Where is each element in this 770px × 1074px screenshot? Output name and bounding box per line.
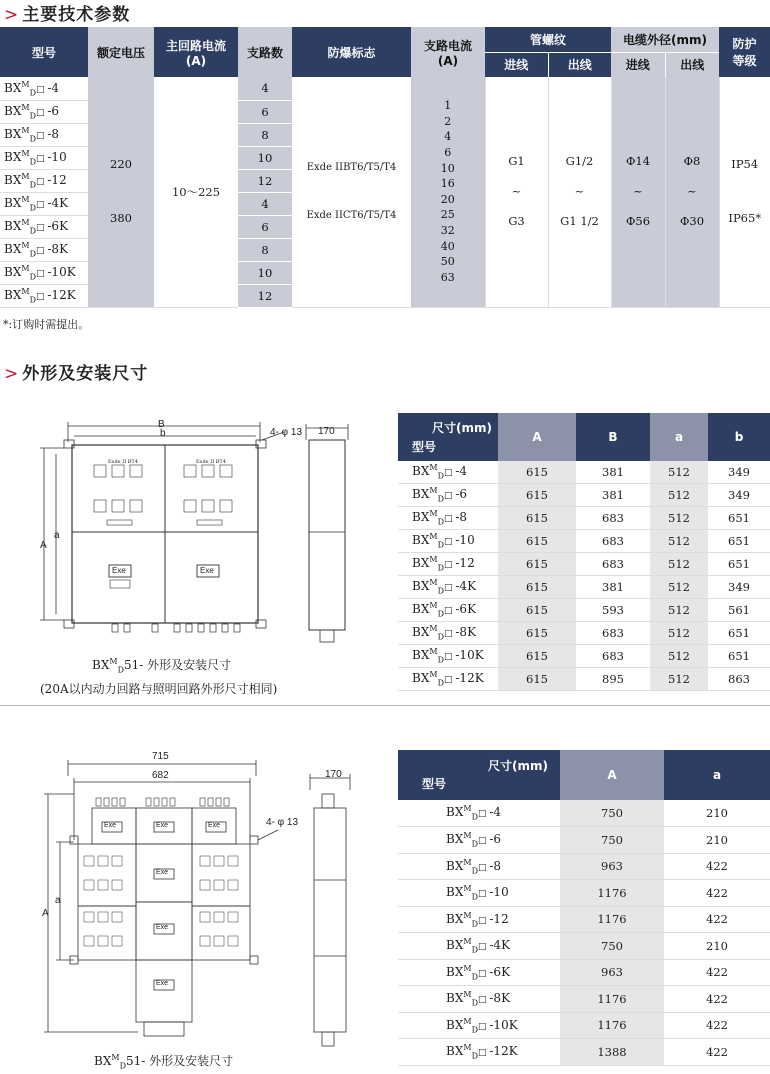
dim-value-A: 1176 bbox=[560, 1012, 664, 1039]
dim-value-B: 381 bbox=[602, 488, 624, 502]
exe-label-4: Exe bbox=[156, 822, 169, 829]
conduit-outlet-cell-values: G1/2 ~ G1 1/2 bbox=[560, 154, 599, 228]
dim-table-1-row bbox=[398, 645, 770, 668]
section-title-main-params bbox=[4, 0, 130, 25]
dim-value-a: 512 bbox=[650, 507, 708, 530]
dim-value-a: 210 bbox=[706, 806, 728, 820]
dim-value-a: 512 bbox=[650, 484, 708, 507]
model-cell: $BX^M_D□$ -4 bbox=[446, 804, 502, 822]
voltage-cell bbox=[88, 77, 154, 307]
dim-value-A: 750 bbox=[560, 933, 664, 960]
dim-label-a-2: a bbox=[55, 895, 61, 906]
dim-value-a: 422 bbox=[706, 1018, 728, 1033]
dim-table-2 bbox=[398, 750, 770, 1066]
model-cell: $BX^M_D□$ -6K bbox=[0, 215, 88, 238]
dim-label-A-2: A bbox=[42, 908, 49, 919]
dim-value-A: 963 bbox=[560, 959, 664, 986]
dim-table-2-row bbox=[398, 906, 770, 933]
explosion-mark-cell bbox=[292, 77, 411, 307]
dim-value-B: 683 bbox=[602, 649, 624, 663]
model-cell: $BX^M_D□$ -10 bbox=[446, 884, 509, 902]
dim-value-b: 651 bbox=[728, 649, 750, 663]
explosion-mark-values: Exde IIBT6/T5/T4 Exde IICT6/T5/T4 bbox=[306, 162, 397, 221]
model-cell: $BX^M_D□$ -6 bbox=[446, 831, 502, 849]
dim-value-b: 651 bbox=[728, 626, 750, 640]
model-cell: $BX^M_D□$ -12 bbox=[446, 910, 509, 928]
dim-label-a: a bbox=[54, 530, 60, 541]
model-cell: $BX^M_D□$ -4K bbox=[446, 937, 511, 955]
dim-value-a: 422 bbox=[706, 885, 728, 900]
dim-value-a: 512 bbox=[650, 645, 708, 668]
branch-count-cell: 4 bbox=[238, 77, 292, 100]
dim-table-1-col-b: b bbox=[708, 413, 770, 461]
cable-inlet-cell bbox=[611, 77, 665, 307]
conduit-inlet-cell-values: G1 ~ G3 bbox=[508, 154, 525, 228]
drawing-1-caption: $BX^M_D51-$ 外形及安装尺寸 bbox=[92, 657, 232, 675]
dim-value-B: 683 bbox=[602, 534, 624, 548]
drawing-1-outline bbox=[34, 420, 352, 655]
exe-label-7: Exe bbox=[156, 924, 169, 931]
dim-value-A: 615 bbox=[498, 668, 576, 691]
dim-table-1-row bbox=[398, 530, 770, 553]
protection-values: IP54 IP65* bbox=[728, 157, 762, 225]
dim-value-b: 651 bbox=[728, 557, 750, 571]
cable-inlet-cell-values: Φ14 ~ Φ56 bbox=[625, 154, 651, 228]
dim-value-A: 615 bbox=[498, 507, 576, 530]
dim-value-a: 210 bbox=[706, 938, 728, 953]
dim-value-b: 651 bbox=[728, 534, 750, 548]
model-cell: $BX^M_D□$ -10K bbox=[446, 1016, 518, 1034]
header-explosion-mark: 防爆标志 bbox=[292, 27, 411, 77]
dim-value-a: 422 bbox=[706, 912, 728, 927]
exe-label-2: Exe bbox=[200, 566, 214, 575]
dim-table-1-row bbox=[398, 599, 770, 622]
model-cell: $BX^M_D□$ -8K bbox=[0, 238, 88, 261]
model-cell: $BX^M_D□$ -10K bbox=[0, 261, 88, 284]
dim-value-A: 750 bbox=[560, 800, 664, 827]
header-protection: 防护 等级 bbox=[719, 27, 770, 77]
drawing-2-caption: $BX^M_D51-$ 外形及安装尺寸 bbox=[94, 1053, 234, 1071]
branch-current-cell bbox=[411, 77, 485, 307]
header-cable-inlet: 进线 bbox=[611, 52, 665, 77]
dim-value-a: 422 bbox=[706, 965, 728, 980]
dim-table-1-row bbox=[398, 507, 770, 530]
dim-table-1-row bbox=[398, 461, 770, 484]
model-cell: $BX^M_D□$ -4 bbox=[0, 77, 88, 100]
branch-current-values: 1 2 4 6 10 16 20 25 32 40 50 63 bbox=[440, 99, 455, 284]
dim-table-2-row bbox=[398, 986, 770, 1013]
dim-value-b: 349 bbox=[728, 488, 750, 502]
dim-table-2-col-a: a bbox=[664, 750, 770, 800]
dim-value-a: 512 bbox=[650, 576, 708, 599]
branch-count-cell: 8 bbox=[238, 123, 292, 146]
footnote: *:订购时需提出。 bbox=[3, 318, 90, 331]
protection-cell bbox=[719, 77, 770, 307]
model-cell: $BX^M_D□$ -6 bbox=[412, 486, 468, 504]
dim-value-a: 512 bbox=[650, 599, 708, 622]
model-cell: $BX^M_D□$ -8K bbox=[446, 990, 511, 1008]
model-cell: $BX^M_D□$ -12K bbox=[412, 670, 484, 688]
dim-value-B: 683 bbox=[602, 511, 624, 525]
dim-value-a: 512 bbox=[650, 461, 708, 484]
branch-count-cell: 8 bbox=[238, 238, 292, 261]
dim-value-a: 512 bbox=[650, 668, 708, 691]
dim-value-a: 512 bbox=[650, 622, 708, 645]
dim-table-1-col-B: B bbox=[576, 413, 650, 461]
dim-table-2-row bbox=[398, 800, 770, 827]
drawing-2-outline bbox=[34, 760, 364, 1060]
drawing-1-note: (20A以内动力回路与照明回路外形尺寸相同) bbox=[40, 682, 278, 696]
dim-table-2-row bbox=[398, 1039, 770, 1066]
model-cell: $BX^M_D□$ -8 bbox=[0, 123, 88, 146]
dim-value-A: 615 bbox=[498, 461, 576, 484]
spec-table bbox=[0, 27, 770, 308]
header-voltage: 额定电压 bbox=[88, 27, 154, 77]
dim-value-A: 1176 bbox=[560, 906, 664, 933]
branch-count-cell: 10 bbox=[238, 146, 292, 169]
exe-label-5: Exe bbox=[208, 822, 221, 829]
dim-table-1-row bbox=[398, 576, 770, 599]
header-model: 型号 bbox=[0, 27, 88, 77]
cable-outlet-cell bbox=[665, 77, 719, 307]
dim-label-B: B bbox=[158, 419, 165, 430]
branch-count-cell: 6 bbox=[238, 100, 292, 123]
branch-count-cell: 6 bbox=[238, 215, 292, 238]
spec-row bbox=[0, 77, 770, 100]
exe-label-3: Exe bbox=[104, 822, 117, 829]
dim-label-b: b bbox=[160, 428, 166, 439]
dim-value-A: 750 bbox=[560, 827, 664, 854]
header-main-current: 主回路电流 (A) bbox=[154, 27, 238, 77]
dim-label-682: 682 bbox=[152, 770, 169, 781]
panel-label-right: Exde II BT4 bbox=[196, 459, 226, 465]
dim-table-1-row bbox=[398, 622, 770, 645]
model-cell: $BX^M_D□$ -6 bbox=[0, 100, 88, 123]
dim-value-B: 683 bbox=[602, 557, 624, 571]
model-cell: $BX^M_D□$ -10 bbox=[412, 532, 475, 550]
dim-table-2-row bbox=[398, 827, 770, 854]
branch-count-cell: 4 bbox=[238, 192, 292, 215]
cable-outlet-cell-values: Φ8 ~ Φ30 bbox=[679, 154, 705, 228]
dim-value-A: 1388 bbox=[560, 1039, 664, 1066]
dim-value-A: 615 bbox=[498, 530, 576, 553]
divider bbox=[0, 705, 770, 706]
model-cell: $BX^M_D□$ -10K bbox=[412, 647, 484, 665]
dim-table-2-row bbox=[398, 1012, 770, 1039]
dim-value-A: 615 bbox=[498, 484, 576, 507]
section-title-dimensions bbox=[4, 359, 148, 384]
dim-table-1-row bbox=[398, 484, 770, 507]
branch-count-cell: 12 bbox=[238, 284, 292, 307]
dim-value-A: 615 bbox=[498, 553, 576, 576]
section-marker: > bbox=[4, 5, 20, 25]
model-cell: $BX^M_D□$ -8 bbox=[412, 509, 468, 527]
dim-value-a: 422 bbox=[706, 991, 728, 1006]
section-title-text: 主要技术参数 bbox=[22, 5, 131, 25]
header-conduit-inlet: 进线 bbox=[485, 52, 548, 77]
dim-table-1-row bbox=[398, 668, 770, 691]
dim-table-2-col-A: A bbox=[560, 750, 664, 800]
dim-table-1-col-a: a bbox=[650, 413, 708, 461]
dim-value-B: 381 bbox=[602, 465, 624, 479]
dim-value-b: 349 bbox=[728, 465, 750, 479]
dim-value-a: 210 bbox=[706, 832, 728, 847]
dim-value-A: 615 bbox=[498, 599, 576, 622]
dim-value-a: 512 bbox=[650, 530, 708, 553]
dim-value-a: 512 bbox=[650, 553, 708, 576]
dim-value-A: 615 bbox=[498, 622, 576, 645]
model-cell: $BX^M_D□$ -6K bbox=[412, 601, 477, 619]
dim-value-b: 863 bbox=[728, 672, 750, 686]
exe-label-6: Exe bbox=[156, 869, 169, 876]
dim-table-2-row bbox=[398, 959, 770, 986]
conduit-inlet-cell bbox=[485, 77, 548, 307]
dim-value-a: 422 bbox=[706, 859, 728, 874]
model-cell: $BX^M_D□$ -10 bbox=[0, 146, 88, 169]
model-cell: $BX^M_D□$ -8 bbox=[446, 857, 502, 875]
dim-label-depth: 170 bbox=[318, 426, 335, 437]
branch-count-cell: 10 bbox=[238, 261, 292, 284]
exe-label-1: Exe bbox=[112, 566, 126, 575]
dim-table-2-row bbox=[398, 880, 770, 907]
model-cell: $BX^M_D□$ -12K bbox=[0, 284, 88, 307]
header-cable-dia: 电缆外径(mm) bbox=[611, 27, 719, 52]
dim-value-b: 349 bbox=[728, 580, 750, 594]
model-cell: $BX^M_D□$ -4K bbox=[0, 192, 88, 215]
dim-value-B: 895 bbox=[602, 672, 624, 686]
dim-value-b: 651 bbox=[728, 511, 750, 525]
header-branch-current: 支路电流 (A) bbox=[411, 27, 485, 77]
dim-table-1-col-A: A bbox=[498, 413, 576, 461]
dim-value-A: 963 bbox=[560, 853, 664, 880]
section-marker: > bbox=[4, 364, 20, 384]
model-cell: $BX^M_D□$ -6K bbox=[446, 963, 511, 981]
model-cell: $BX^M_D□$ -8K bbox=[412, 624, 477, 642]
branch-count-cell: 12 bbox=[238, 169, 292, 192]
model-cell: $BX^M_D□$ -4 bbox=[412, 463, 468, 481]
dim-value-A: 615 bbox=[498, 576, 576, 599]
main-current-cell: 10～225 bbox=[154, 77, 238, 307]
exe-label-8: Exe bbox=[156, 980, 169, 987]
dim-value-B: 683 bbox=[602, 626, 624, 640]
header-cable-outlet: 出线 bbox=[665, 52, 719, 77]
dim-value-b: 561 bbox=[728, 603, 750, 617]
header-conduit: 管螺纹 bbox=[485, 27, 611, 52]
dim-value-A: 1176 bbox=[560, 986, 664, 1013]
dim-table-2-corner: 尺寸(mm) 型号 bbox=[398, 750, 560, 800]
section-title-text: 外形及安装尺寸 bbox=[22, 364, 149, 384]
dim-value-A: 1176 bbox=[560, 880, 664, 907]
model-cell: $BX^M_D□$ -12K bbox=[446, 1043, 518, 1061]
dim-value-B: 593 bbox=[602, 603, 624, 617]
dim-value-A: 615 bbox=[498, 645, 576, 668]
conduit-outlet-cell bbox=[548, 77, 611, 307]
dim-table-2-row bbox=[398, 853, 770, 880]
model-cell: $BX^M_D□$ -12 bbox=[412, 555, 475, 573]
model-cell: $BX^M_D□$ -12 bbox=[0, 169, 88, 192]
dim-label-holes-2: 4- φ 13 bbox=[266, 817, 299, 828]
dim-label-715: 715 bbox=[152, 751, 169, 762]
panel-label-left: Exde II BT4 bbox=[108, 459, 138, 465]
header-branches: 支路数 bbox=[238, 27, 292, 77]
dim-label-holes: 4- φ 13 bbox=[270, 427, 303, 438]
header-conduit-outlet: 出线 bbox=[548, 52, 611, 77]
model-cell: $BX^M_D□$ -4K bbox=[412, 578, 477, 596]
dim-table-1 bbox=[398, 413, 770, 691]
dim-table-1-row bbox=[398, 553, 770, 576]
dim-label-depth-2: 170 bbox=[325, 769, 342, 780]
voltage-values: 220 380 bbox=[110, 157, 132, 225]
dim-value-B: 381 bbox=[602, 580, 624, 594]
dim-table-1-corner: 尺寸(mm) 型号 bbox=[398, 413, 498, 461]
dim-value-a: 422 bbox=[706, 1044, 728, 1059]
dim-table-2-row bbox=[398, 933, 770, 960]
dim-label-A: A bbox=[40, 540, 47, 551]
